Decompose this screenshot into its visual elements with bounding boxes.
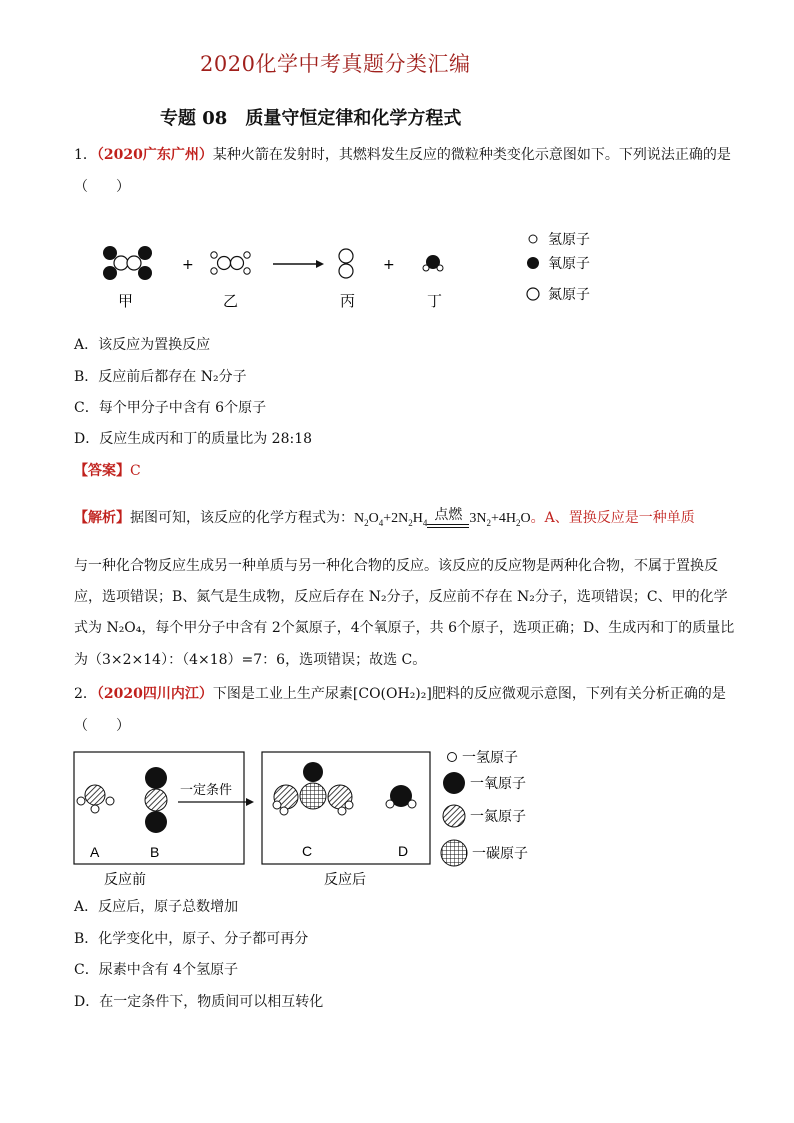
q1-analysis-line-4: 式为 N₂O₄，每个甲分子中含有 2个氮原子，4个氧原子，共 6个原子，选项正确；D、生成丙和丁的质量比: [74, 620, 735, 636]
legend-hydrogen: 氢原子: [548, 232, 590, 248]
page-title: 2020化学中考真题分类汇编: [200, 52, 471, 76]
reaction-arrow: [273, 260, 324, 268]
q2-option-a: A．反应后，原子总数增加: [74, 899, 239, 915]
legend2-oxygen: 一氧原子: [470, 776, 526, 792]
label-bing: 丙: [340, 292, 356, 310]
caption-after: 反应后: [324, 872, 366, 888]
q1-option-d: D．反应生成丙和丁的质量比为 28:18: [74, 431, 313, 447]
legend2-carbon: 一碳原子: [472, 846, 528, 862]
q2-number: 2．: [74, 686, 97, 702]
molecule-bing: [339, 249, 353, 278]
q2-reaction-diagram: [70, 738, 550, 890]
legend-nitrogen: 氮原子: [548, 287, 590, 303]
q1-source: （2020广东广州）: [96, 147, 213, 163]
analysis-tag: 【解析】: [74, 510, 130, 526]
chemical-equation: $N_2O_4+2N_2H_4$ 点燃 $3N_2+4H_2O$: [354, 508, 531, 528]
q1-stem-line: [74, 145, 731, 165]
q1-answer-line: [74, 461, 141, 481]
legend2-hydrogen: 一氢原子: [462, 750, 518, 766]
answer-value: C: [130, 463, 141, 479]
label-ding: 丁: [427, 292, 443, 310]
label-b: B: [150, 844, 160, 860]
q1-analysis-line-5: 为（3×2×14）：（4×18）=7：6，选项错误；故选 C。: [74, 652, 427, 668]
q1-stem: 某种火箭在发射时，其燃料发生反应的微粒种类变化示意图如下。下列说法正确的是: [212, 147, 731, 163]
q1-answer-paren: （ ）: [74, 179, 130, 195]
molecule-jia: [103, 246, 152, 280]
label-c: C: [302, 843, 313, 859]
plus-sign-2: +: [383, 257, 395, 273]
label-a: A: [90, 844, 100, 860]
q2-option-d: D．在一定条件下，物质间可以相互转化: [74, 994, 324, 1010]
q1-analysis-line-1: [74, 508, 695, 533]
molecule-yi: [211, 252, 250, 274]
legend2-nitrogen: 一氮原子: [470, 809, 526, 825]
analysis-after-eq: 。A、置换反应是一种单质: [530, 510, 695, 526]
q2-source: （2020四川内江）: [96, 686, 213, 702]
reaction-arrow-head: [246, 798, 254, 806]
q1-analysis-line-3: 应，选项错误；B、氮气是生成物，反应后存在 N₂分子，反应前不存在 N₂分子，选项错误；C、甲的化学: [74, 589, 728, 605]
analysis-intro: 据图可知，该反应的化学方程式为：: [130, 510, 354, 526]
caption-before: 反应前: [104, 872, 146, 888]
label-d: D: [398, 843, 409, 859]
q1-option-b: B．反应前后都存在 N₂分子: [74, 369, 247, 385]
q1-number: 1．: [74, 147, 97, 163]
q2-option-b: B．化学变化中，原子、分子都可再分: [74, 931, 309, 947]
q2-answer-paren: （ ）: [74, 718, 130, 734]
arrow-condition-label: 一定条件: [180, 783, 233, 798]
molecule-b-co2: [145, 767, 167, 833]
plus-sign-1: +: [182, 257, 194, 273]
molecule-ding: [423, 255, 443, 271]
answer-tag: 【答案】: [74, 463, 130, 479]
q1-analysis-line-2: 与一种化合物反应生成另一种单质与另一种化合物的反应。该反应的反应物是两种化合物，不属于置换反: [74, 558, 718, 574]
q2-stem-line: [74, 684, 726, 704]
q2-option-c: C．尿素中含有 4个氢原子: [74, 962, 239, 978]
label-yi: 乙: [223, 292, 239, 310]
equation-condition: 点燃: [427, 509, 469, 528]
legend-oxygen: 氧原子: [548, 256, 590, 272]
q1-legend: [527, 232, 590, 303]
q2-legend: [441, 750, 528, 866]
q1-option-a: A．该反应为置换反应: [74, 337, 211, 353]
q1-reaction-diagram: [90, 220, 620, 320]
q2-stem: 下图是工业上生产尿素[CO(OH₂)₂]肥料的反应微观示意图，下列有关分析正确的是: [212, 686, 726, 702]
section-subtitle: 专题 08 质量守恒定律和化学方程式: [160, 108, 462, 129]
q1-option-c: C．每个甲分子中含有 6个原子: [74, 400, 267, 416]
label-jia: 甲: [118, 292, 134, 310]
